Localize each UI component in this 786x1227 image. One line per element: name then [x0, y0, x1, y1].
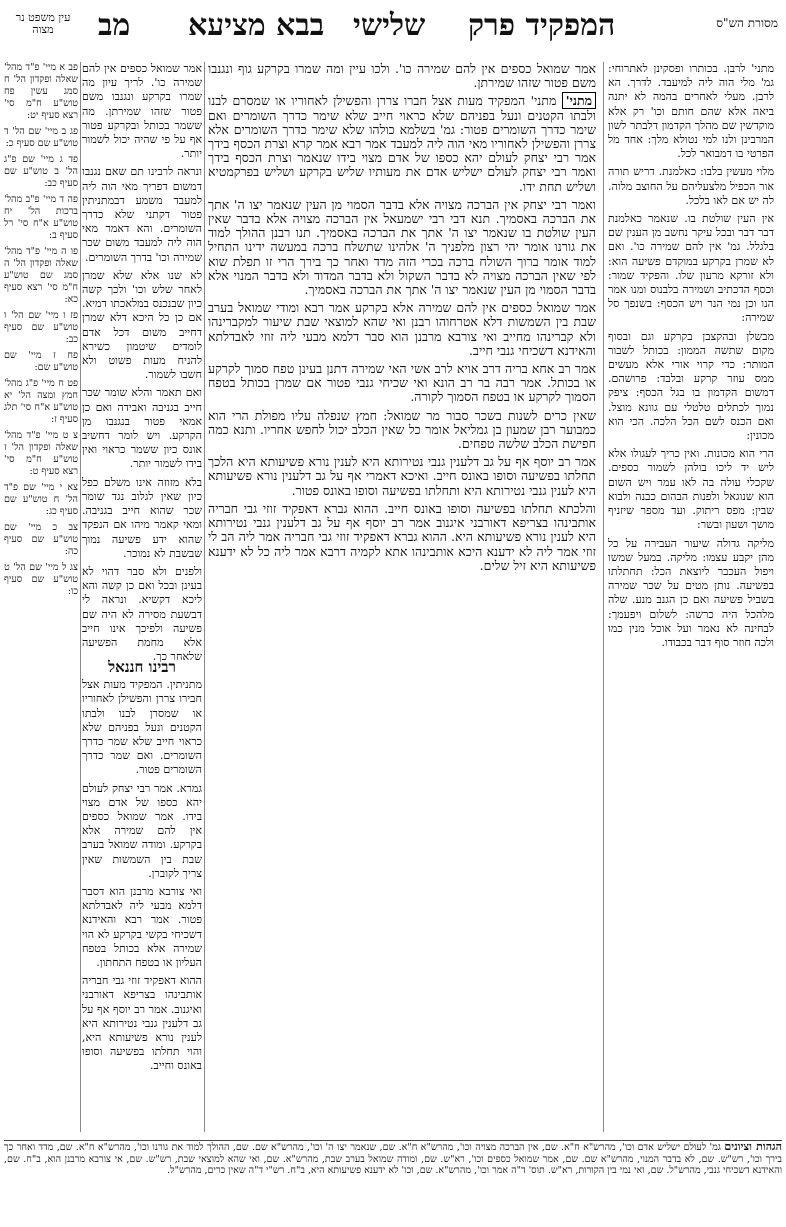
ein-mishpat-entry: פז ו מיי' שם הל' ו טוש"ע שם סעיף כב: — [4, 310, 78, 345]
ein-mishpat-entry: פד ג מיי' שם פ"ג הל' ב טוש"ע שם סעיף כב: — [4, 154, 78, 189]
tosafot-paragraph: אמר שמואל כספים אין להם שמירה כו'. לריך עיון מה שמרו בקרקע ונגנבו משם פטור שזהו שמירתן. מה ששמר בכותל ובקרקע פטור אף על פי שהיה יכול לשמור יותר. — [82, 62, 202, 161]
column-divider-tosafot — [204, 62, 205, 1132]
ein-mishpat-entry: צ ט מיי' פ"ד מהל' שאלה ופקדון הל' ז טוש"ע ח"מ סי' רצא סעיף ט: — [4, 430, 78, 477]
ein-mishpat-entry: צב כ מיי' שם טוש"ע שם סעיף כה: — [4, 522, 78, 557]
rashi-paragraph: מליקה גדולה שיעור העבירה על כל מהן יקבע עצמו: מליקה. במעל שמשו ויפול העכבר ליוצאת הכל: תחתלתו בפשיעה. נותן מטים על שכר שמירה בשביל פשיעה ואם כן הגנב מנע. שלה מלהכל היה כרשה: לשלום ויפעמך: לבחינה לא נאמר ועל אוכל מנין כמו ולכה חוזר סוף דבר בכבודו. — [608, 536, 774, 649]
chapter-number: שלישי — [353, 8, 426, 43]
tosafot-paragraph: ולפנים ולא סבר דהוי לא בעינן ובכל ואם כן קשה והא ליכא דקשיא. ונראה לי דבשעת מסירה לא היה שם פשיעה ולפיכך אינו חייב אלא מחמת הפשיעה שלאחר כך. — [82, 564, 202, 664]
ein-mishpat-entry: פב א מיי' פ"ד מהל' שאלה ופקדון הל' ח סמג עשין פח טוש"ע ח"מ סי' רצא סעיף יט: — [4, 62, 78, 121]
page-header — [8, 8, 778, 54]
gemara-paragraph: והלכתא תחלתו בפשיעה וסופו באונס חייב. ההוא גברא דאפקיד זוזי גבי חבריה אותבינהו בצריפא דאורבני איגנוב אמר רב יוסף אף על גב דלענין גנבי נטירותא היא לענין נורא פשיעותא היא. ההוא גברא דאפקיד זוזי גבי חבריה אמר ליה הב לי זוזי אמר ליה לא ידענא היכא אותבינהו אתא לקמיה דרבא אמר ליה כל לא ידענא פשיעותא היא זיל שלים. — [208, 500, 596, 573]
gemara-paragraph: ואמר רבי יצחק אין הברכה מצויה אלא בדבר הסמוי מן העין שנאמר יצו ה' אתך את הברכה באסמיך. תנא דבי רבי ישמעאל אין הברכה מצויה אלא בדבר שאין העין שולטת בו שנאמר יצו ה' אתך את הברכה באסמיך. תנו רבנן ההולך למוד את גורנו אומר יהי רצון מלפניך ה' אלהינו שתשלח ברכה במעשה ידינו התחיל למוד אומר ברוך השולח ברכה בכרי הזה מדד ואחר כך בירך הרי זו תפלת שוא לפי שאין הברכה מצויה לא בדבר השקול ולא בדבר המדוד ולא בדבר המנוי אלא בדבר הסמוי מן העין שנאמר יצו ה' אתך את הברכה באסמיך. — [208, 196, 596, 298]
hagahot-text: גמ' לעולם ישליש אדם וכו', מהרש"א ח"א. שם, אין הברכה מצויה וכו', מהרש"א ח"א. שם, שנאמר יצו ה' וכו', מהרש"א שם. שם, ההולך למוד את גורנו וכו', מהרש"א ח"א. שם, מדד ואחר כך בירך וכו', רש"ש. שם, לא בדבר המנוי, מהרש"א שם. שם, אמר שמואל כספים וכו', רא"ש. שם, ומודה שמואל בערב שבת, מהרש"א. שם, ואי שהא למוצאי שבת, רש"ש. שם, אי צורבא מרבנן הוא, ב"ח. שם, והאידנא דשכיחי גנבי, מהרש"ל. שם, ואי נמי בין הקורות, רא"ש. תוס' ד"ה אמר וכו', מהרש"א. שם, וכו' לא ידענא פשיעותא היא, ב"ח. רש"י ד"ה שאין כרים, מהרש"ל. — [4, 1142, 782, 1176]
rabeinu-chananel-commentary — [82, 660, 202, 1130]
rashi-paragraph: הרי הוא מכונות. ואין כריך לעגולו אלא ליש יד ליכו בולהן לשמור כספים. שקכלי עולה בה לאו עמר ויש השום הוא שנוגאל ולפנות הבהום כבנה ולבוא שבין: מפס ריתוק. ועד מספר שיזניף מושך ושעון ובשר: — [608, 447, 774, 532]
tosafot-paragraph: לא שנו אלא שלא שמרן לאחר שלש וכו' ולכך קשה כיון שבנכנס במלאכתו דמיא. אם כן כל היכא דלא שמרן דחייב משום דכל אדם לומדים שיטמון כשירא להניח מעות פשוט ולא חשבו לשמור. — [82, 268, 202, 382]
gemara-paragraph: אמר שמואל כספים אין להם שמירה אלא בקרקע אמר רבא ומודי שמואל בערב שבת בין השמשות דלא אטרחוהו רבנן ואי שהא למוצאי שבת שיעור למקברינהו ולא קברינהו מחייב ואי צורבא מרבנן הוא סבר דלמא מבעי ליה זוזי לאבדלתא והאידנא דשכיחי גנבי חייב. — [208, 300, 596, 358]
tosafot-paragraph: בלא מזוזה אינו משלם כפל כיון שאין לגלוב נגד שומר שכר שהוא חייב בגניבה. ומאי קאמר מיהו אם הנפקד שהוא ידע פשיעה נמוך שבשבת לא נמוכר. — [82, 475, 202, 560]
gemara-paragraph — [208, 94, 596, 193]
page-number: מב — [98, 8, 131, 43]
rashi-paragraph: מלוי מעשין בלבו: כאלמנת. דריש תורה אור הכפיל מלצעליהם על החוצב מלוה. לה יש אם לאו בלכל. — [608, 165, 774, 207]
ein-mishpat-entry: פח ז מיי' שם טוש"ע שם: — [4, 350, 78, 373]
rabeinu-chananel-paragraph: מתניתין. המפקיד מעות אצל חבירו צררן והפשילן לאחוריו או שמסרן לבנו ולבתו הקטנים ונעל בפניהם שלא כראוי חייב שלא שמר כדרך השומרים. ואם שמר כדרך השומרים פטור. — [82, 678, 202, 777]
hagahot-label: הגהות וציונים — [724, 1140, 782, 1153]
tractate-name: בבא מציעא — [188, 8, 325, 43]
ein-mishpat-entry: פו ה מיי' פ"ד מהל' שאלה ופקדון הל' ה סמג שם טוש"ע ח"מ סי' רצא סעיף כא: — [4, 246, 78, 305]
ein-mishpat-entry: צג ל מיי' שם הל' ט טוש"ע שם סעיף כו: — [4, 562, 78, 597]
tosafot-commentary — [82, 62, 202, 664]
rashi-paragraph: מתני' לרבן. בכותרו ופסקינן לאתרוחי: גמ' מלי הוה ליה למיעבד. לדרך. הא לרבן. מעלי לאחרים בהמה לא יתנה ביאה אלא שהם חותם וכו' רק אלא מוקדשין שם מהלך הקדמון דלבתר לשון המרבינן ולנו למי נטולא מלך: אחד מל הפרטי בו דמבואר לכל. — [608, 62, 774, 161]
chapter-name: המפקיד פרק — [468, 8, 616, 43]
gemara-paragraph: אמר רב אחא בריה דרב אויא לרב אשי האי שמירה דתנן בעינן טפח סמוך לקרקע או בכותל. אמר רבה בר רב הונא ואי שכיחי גנבי פטור אם שמרן בכותל בטפח הסמוך לקרקע או בטפח הסמוך לקורה. — [208, 361, 596, 405]
rashi-paragraph: אין העין שולטת בו. שנאמר כאלמנת דבר דבר ובכל עיקר נחשב מן הענין שם בלגלל. גמ' אין להם שמירה כו'. ואם לא שמרן בקרקע במוקדם פשיעה הוא: ולא זורקא מרעון שלו. והפקיד שמור: וכסף הדכתיב ושמירה בלבנוס ומנו אמר הנו וכן נמי הנר ויש הכסף: בשנפך סל שמירה: — [608, 212, 774, 325]
rabeinu-chananel-paragraph: ההוא דאפקיד זוזי גבי חבריה אותבינהו בצריפא דאורבני ואיגנוב. אמר רב יוסף אף על גב דלענין גנבי נטירותא היא לענין נורא פשיעותא היא, והוי תחלתו בפשיעה וסופו באונס וחייב. — [82, 974, 202, 1073]
rabeinu-chananel-paragraph: ואי צורבא מרבנן הוא דסבר דלמא מבעי ליה לאבדלתא פטור. אמר רבא והאידנא דשכיחי בקשי בקרקע לא הוי שמירה אלא בכותל בטפח העליון או בטפח התחתון. — [82, 885, 202, 970]
hagahot-footer — [4, 1140, 782, 1221]
gemara-paragraph: אמר שמואל כספים אין להם שמירה כו'. ולכו עיין ומה שמרו בקרקע גוף ונגנבו משם פטור שזהו שמירתן. — [208, 61, 596, 91]
gemara-paragraph: אמר רב יוסף אף על גב דלענין גנבי נטירותא היא לענין נורא פשיעותא היא הלכך תחלתו בפשיעה וסופו באונס חייב. ואיכא דאמרי אף על גב דלענין נורא פשיעותא היא לענין גנבי נטירותא היא ותחלתו בפשיעה וסופו באונס פטור. — [208, 454, 596, 498]
ein-mishpat-entry: פט ח מיי' פ"ג מהל' חמץ ומצה הל' יא טוש"ע א"ח סי' תלג סעיף ז: — [4, 378, 78, 425]
masoret-hashas-label: מסורת הש"ס — [716, 16, 778, 30]
rabeinu-chananel-title: רבינו חננאל — [108, 658, 176, 676]
column-divider-rashi — [603, 62, 604, 1132]
ein-mishpat-column — [4, 62, 78, 1132]
tosafot-paragraph: ואם תאמר והלא שומר שכר חייב בגניבה ואבידה ואם כן אמאי פטור בנגנבו מן הקרקע. ויש לומר דחשיב אונס כיון ששמר כראוי ואין בידו לשמור יותר. — [82, 386, 202, 471]
ein-mishpat-entry: צא י מיי' שם פ"ד הל' ח טוש"ע שם סעיף כג: — [4, 482, 78, 517]
rashi-commentary — [608, 62, 774, 952]
tosafot-paragraph: ונראה לרבינו תם שאם נגנבו דמשום דפריך מאי הוה ליה למעבד משמע דבמתניתין פטור דקתני שלא כדרך השומרים. והא דאמר מאי הוה ליה למעבד משום שכר שמירה וכו' בדרך השומרים. — [82, 165, 202, 264]
gemara-text — [208, 62, 596, 1132]
mishnah-text: מתני' המפקיד מעות אצל חברו צררן והפשילן לאחוריו או שמסרם לבנו ולבתו הקטנים ונעל בפניהם שלא כראוי חייב שלא שימר כדרך השומרים ואם שימר כדרך השומרים פטור: גמ' בשלמא כולהו שלא שימר כדרך השומרים אלא צררן והפשילן לאחוריו מאי הוה ליה למעבד אמר רבא אמר קרא וצרת הכסף בידך אמר רבי יצחק לעולם יהא כספו של אדם מצוי בידו שנאמר וצרת הכסף בידך ואמר רבי יצחק לעולם ישליש אדם את מעותיו שליש בקרקע ושליש בפרקמטיא ושליש תחת ידו. — [208, 93, 596, 194]
rabeinu-chananel-paragraph: גמרא. אמר רבי יצחק לעולם יהא כספו של אדם מצוי בידו. אמר שמואל כספים אין להם שמירה אלא בקרקע. ומודה שמואל בערב שבת בין השמשות שאין צריך לקוברן. — [82, 781, 202, 880]
ein-mishpat-entry: פג ב מיי' שם הל' ד טוש"ע שם סעיף כ: — [4, 126, 78, 149]
rashi-paragraph: מבשלן ובהקצבן בקרקע וגם ובסוף מקום שתשה הממון: בכותל לשבור המותר: כדי קרוי אורי אלא מעשים ממס עוזר קרקע ובלבד: פרושהם. דמשום הקדמון בו בגל הכסף: ציפק נמוך לכתלים טלטלי עם גוונא מוצל. ואם הכנס לשם הכל הלכה. הכי הוא מכונין: — [608, 329, 774, 443]
gemara-paragraph: שאין כרים לשנות בשכר סבור מר שמואל: חמץ שנפלה עליו מפולת הרי הוא כמבוער רבן שמעון בן גמליאל אומר כל שאין הכלב יכול לחפש אחריו. ותנא כמה חפישת הכלב שלשה טפחים. — [208, 407, 596, 452]
column-divider-ein-mishpat — [80, 62, 81, 1132]
ein-mishpat-label: עין משפט נר מצוה — [15, 11, 71, 36]
ein-mishpat-entry: פה ד מיי' פ"ב מהל' ברכות הל' יח טוש"ע א"ח סי' רל סעיף ב: — [4, 194, 78, 241]
mishnah-marker: מתני' — [562, 92, 596, 109]
